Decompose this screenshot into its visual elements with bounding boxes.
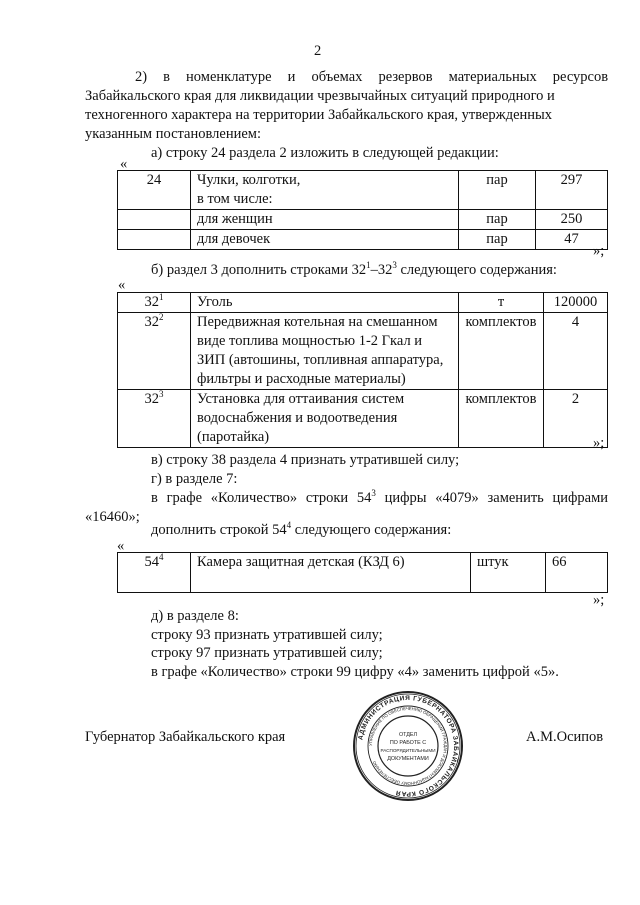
row-qty: 47 <box>536 230 608 250</box>
table-row <box>118 390 608 448</box>
row-unit: т <box>459 293 544 313</box>
row-qty: 2 <box>544 390 608 448</box>
table-row <box>118 313 608 390</box>
quote-close-3: »; <box>593 592 605 608</box>
row-name: Установка для оттаивания систем водоснабжения и водоотведения (паротайка) <box>191 390 459 448</box>
signature-name: А.М.Осипов <box>526 729 604 745</box>
row-name: для девочек <box>191 230 459 250</box>
row-qty: 66 <box>546 553 608 593</box>
quote-close-2: »; <box>593 435 605 451</box>
seal-center-4: ДОКУМЕНТАМИ <box>387 756 429 762</box>
item-d-1: строку 93 признать утратившей силу; <box>151 627 383 643</box>
row-number: $54^4$ <box>118 553 191 593</box>
add-row-54: дополнить строкой $54^4$ следующего содержания: <box>151 520 452 538</box>
g-line-1: в графе «Количество» строки $54^3$ цифры «4079» заменить цифрами <box>151 488 609 506</box>
row-unit: штук <box>471 553 546 593</box>
quote-open-1: « <box>120 156 128 172</box>
row-name: Передвижная котельная на смешанном виде топлива мощностью 1-2 Гкал и ЗИП (автошины, топливная аппаратура, фильтры и расходные материалы) <box>191 313 459 390</box>
svg-text:УПРАВЛЕНИЕ ПО ОБЕСПЕЧЕНИЮ ОБРА: УПРАВЛЕНИЕ ПО ОБЕСПЕЧЕНИЮ ОБРАЩЕНИЙ ГРАЖДАН И ДОКУМЕНТАЦИОННОМУ ОБЕСПЕЧЕНИЮ <box>367 705 449 787</box>
row-unit: пар <box>459 230 536 250</box>
seal-center-2: ПО РАБОТЕ С <box>389 740 427 746</box>
signature-position: Губернатор Забайкальского края <box>85 729 286 745</box>
item-d: д) в разделе 8: <box>151 608 239 624</box>
item-b: б) раздел 3 дополнить строками $32^1-32^3$ следующего содержания: <box>151 260 557 278</box>
row-unit: пар <box>459 171 536 210</box>
seal-center-1: ОТДЕЛ <box>398 732 418 738</box>
item-v: в) строку 38 раздела 4 признать утратившей силу; <box>151 452 460 468</box>
row-name: для женщин <box>191 210 459 230</box>
row-number: $32^2$ <box>118 313 191 390</box>
g-line-2: «16460»; <box>85 509 140 525</box>
row-qty: 4 <box>544 313 608 390</box>
row-qty: 120000 <box>544 293 608 313</box>
intro-line-2: Забайкальского края для ликвидации чрезвычайных ситуаций природного и <box>85 88 555 104</box>
page-number: 2 <box>314 43 322 59</box>
table-row <box>118 210 608 230</box>
intro-line-4: указанным постановлением: <box>85 126 261 142</box>
table-row <box>118 293 608 313</box>
table-row-54 <box>117 552 608 593</box>
table-section-3 <box>117 292 608 448</box>
row-name: Чулки, колготки, в том числе: <box>191 171 459 210</box>
row-number: 24 <box>118 171 191 210</box>
intro-line-1: 2) в номенклатуре и объемах резервов материальных ресурсов <box>135 69 609 85</box>
table-row <box>118 553 608 593</box>
official-seal <box>352 690 464 802</box>
row-unit: пар <box>459 210 536 230</box>
row-qty: 297 <box>536 171 608 210</box>
row-unit: комплектов <box>459 313 544 390</box>
quote-open-3: « <box>117 538 125 554</box>
row-qty: 250 <box>536 210 608 230</box>
seal-center-3: РАСПОРЯДИТЕЛЬНЫМИ <box>380 748 436 753</box>
row-number: $32^1$ <box>118 293 191 313</box>
row-name: Уголь <box>191 293 459 313</box>
table-row-24 <box>117 170 608 250</box>
item-a: а) строку 24 раздела 2 изложить в следующей редакции: <box>151 145 499 161</box>
svg-text:АДМИНИСТРАЦИЯ ГУБЕРНАТОРА ЗАБА: АДМИНИСТРАЦИЯ ГУБЕРНАТОРА ЗАБАЙКАЛЬСКОГО КРАЯ <box>357 694 460 798</box>
row-name: Камера защитная детская (КЗД 6) <box>191 553 471 593</box>
item-d-2: строку 97 признать утратившей силу; <box>151 645 383 661</box>
table-row <box>118 171 608 210</box>
table-row <box>118 230 608 250</box>
row-number: $32^3$ <box>118 390 191 448</box>
row-unit: комплектов <box>459 390 544 448</box>
quote-open-2: « <box>118 277 126 293</box>
intro-line-3: техногенного характера на территории Забайкальского края, утвержденных <box>85 107 553 123</box>
quote-close-1: »; <box>593 243 605 259</box>
item-d-3: в графе «Количество» строки 99 цифру «4» заменить цифрой «5». <box>151 664 559 680</box>
item-g: г) в разделе 7: <box>151 471 238 487</box>
